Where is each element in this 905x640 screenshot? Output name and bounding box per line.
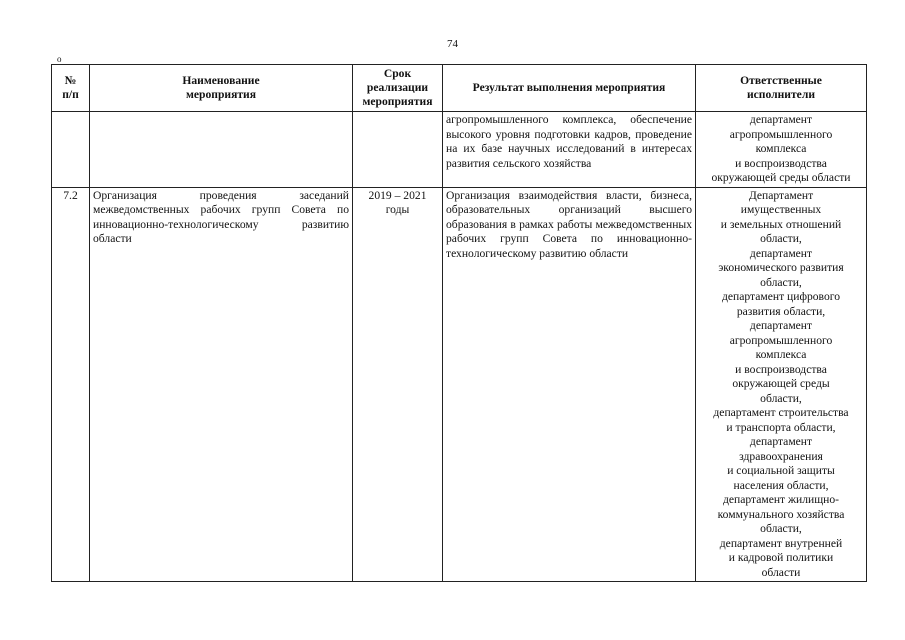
text-line: и воспроизводства [735, 362, 827, 376]
text-line: департамент [749, 113, 813, 126]
text-line: департамент строительства [713, 406, 849, 419]
text-line: Срок [383, 67, 412, 80]
text-line: № [64, 74, 77, 87]
measures-table [51, 64, 867, 582]
text-line: и земельных отношений [720, 217, 842, 231]
row-name [90, 112, 353, 188]
header-name [90, 65, 353, 112]
text-line: имущественных [740, 203, 822, 216]
table-header-row [52, 65, 867, 112]
text-line: области [761, 565, 801, 579]
text-line: области, [760, 275, 802, 289]
row-responsible [696, 187, 867, 582]
text-line: окружающей среды [732, 377, 830, 390]
text-line: комплекса [755, 142, 807, 155]
text-line: экономического развития [718, 261, 844, 274]
header-result [443, 65, 696, 112]
text-line: и транспорта области, [726, 420, 836, 434]
text-line: департамент внутренней [719, 536, 843, 550]
text-line: и социальной защиты [727, 464, 835, 477]
row-term [353, 187, 443, 582]
text-line: области, [760, 391, 802, 405]
text-line: исполнители [746, 88, 816, 101]
text-line: области, [760, 232, 802, 245]
text-line: Наименование [182, 74, 260, 87]
table-row [52, 112, 867, 188]
row-num: 7.2 [52, 187, 90, 582]
text-line: Результат выполнения мероприятия [472, 81, 666, 94]
text-line: и воспроизводства [735, 156, 827, 170]
row-num [52, 112, 90, 188]
text-line: комплекса [755, 348, 807, 361]
page-number: 74 [447, 38, 458, 50]
row-term [353, 112, 443, 188]
row-name: Организация проведения заседаний межведомственных рабочих групп Совета по инновационно-технологическому развитию области [90, 187, 353, 582]
header-term [353, 65, 443, 112]
text-line: населения области, [733, 478, 829, 492]
text-line: коммунального хозяйства [717, 507, 845, 521]
text-line: агропромышленного [729, 333, 833, 347]
text-line: департамент [749, 319, 813, 332]
text-line: департамент жилищно- [722, 493, 840, 506]
text-line: развития области, [736, 304, 826, 318]
text-line: окружающей среды области [711, 171, 851, 184]
row-responsible [696, 112, 867, 188]
text-line: и кадровой политики [728, 551, 834, 564]
text-line: области, [760, 522, 802, 535]
text-line: здравоохранения [739, 449, 823, 463]
text-line: годы [385, 203, 410, 216]
text-line: Департамент [748, 188, 814, 202]
row-result: Организация взаимодействия власти, бизнеса, образовательных организаций высшего образования в рамках работы межведомственных рабочих групп Совета по инновационно-технологическому развитию области [443, 187, 696, 582]
text-line: 2019 – 2021 [368, 188, 427, 202]
table-row [52, 187, 867, 582]
text-line: агропромышленного [729, 127, 833, 141]
text-line: п/п [62, 88, 79, 101]
text-line: реализации [366, 81, 429, 94]
text-line: мероприятия [362, 95, 433, 108]
margin-mark: о [57, 54, 62, 64]
text-line: департамент цифрового [721, 290, 840, 303]
text-line: департамент [749, 246, 813, 260]
row-result: агропромышленного комплекса, обеспечение высокого уровня подготовки кадров, проведение на их базе научных исследований в интересах развития сельского хозяйства [443, 112, 696, 188]
text-line: мероприятия [185, 88, 256, 101]
text-line: Ответственные [740, 74, 822, 87]
header-responsible [696, 65, 867, 112]
text-line: департамент [749, 435, 813, 448]
header-num [52, 65, 90, 112]
